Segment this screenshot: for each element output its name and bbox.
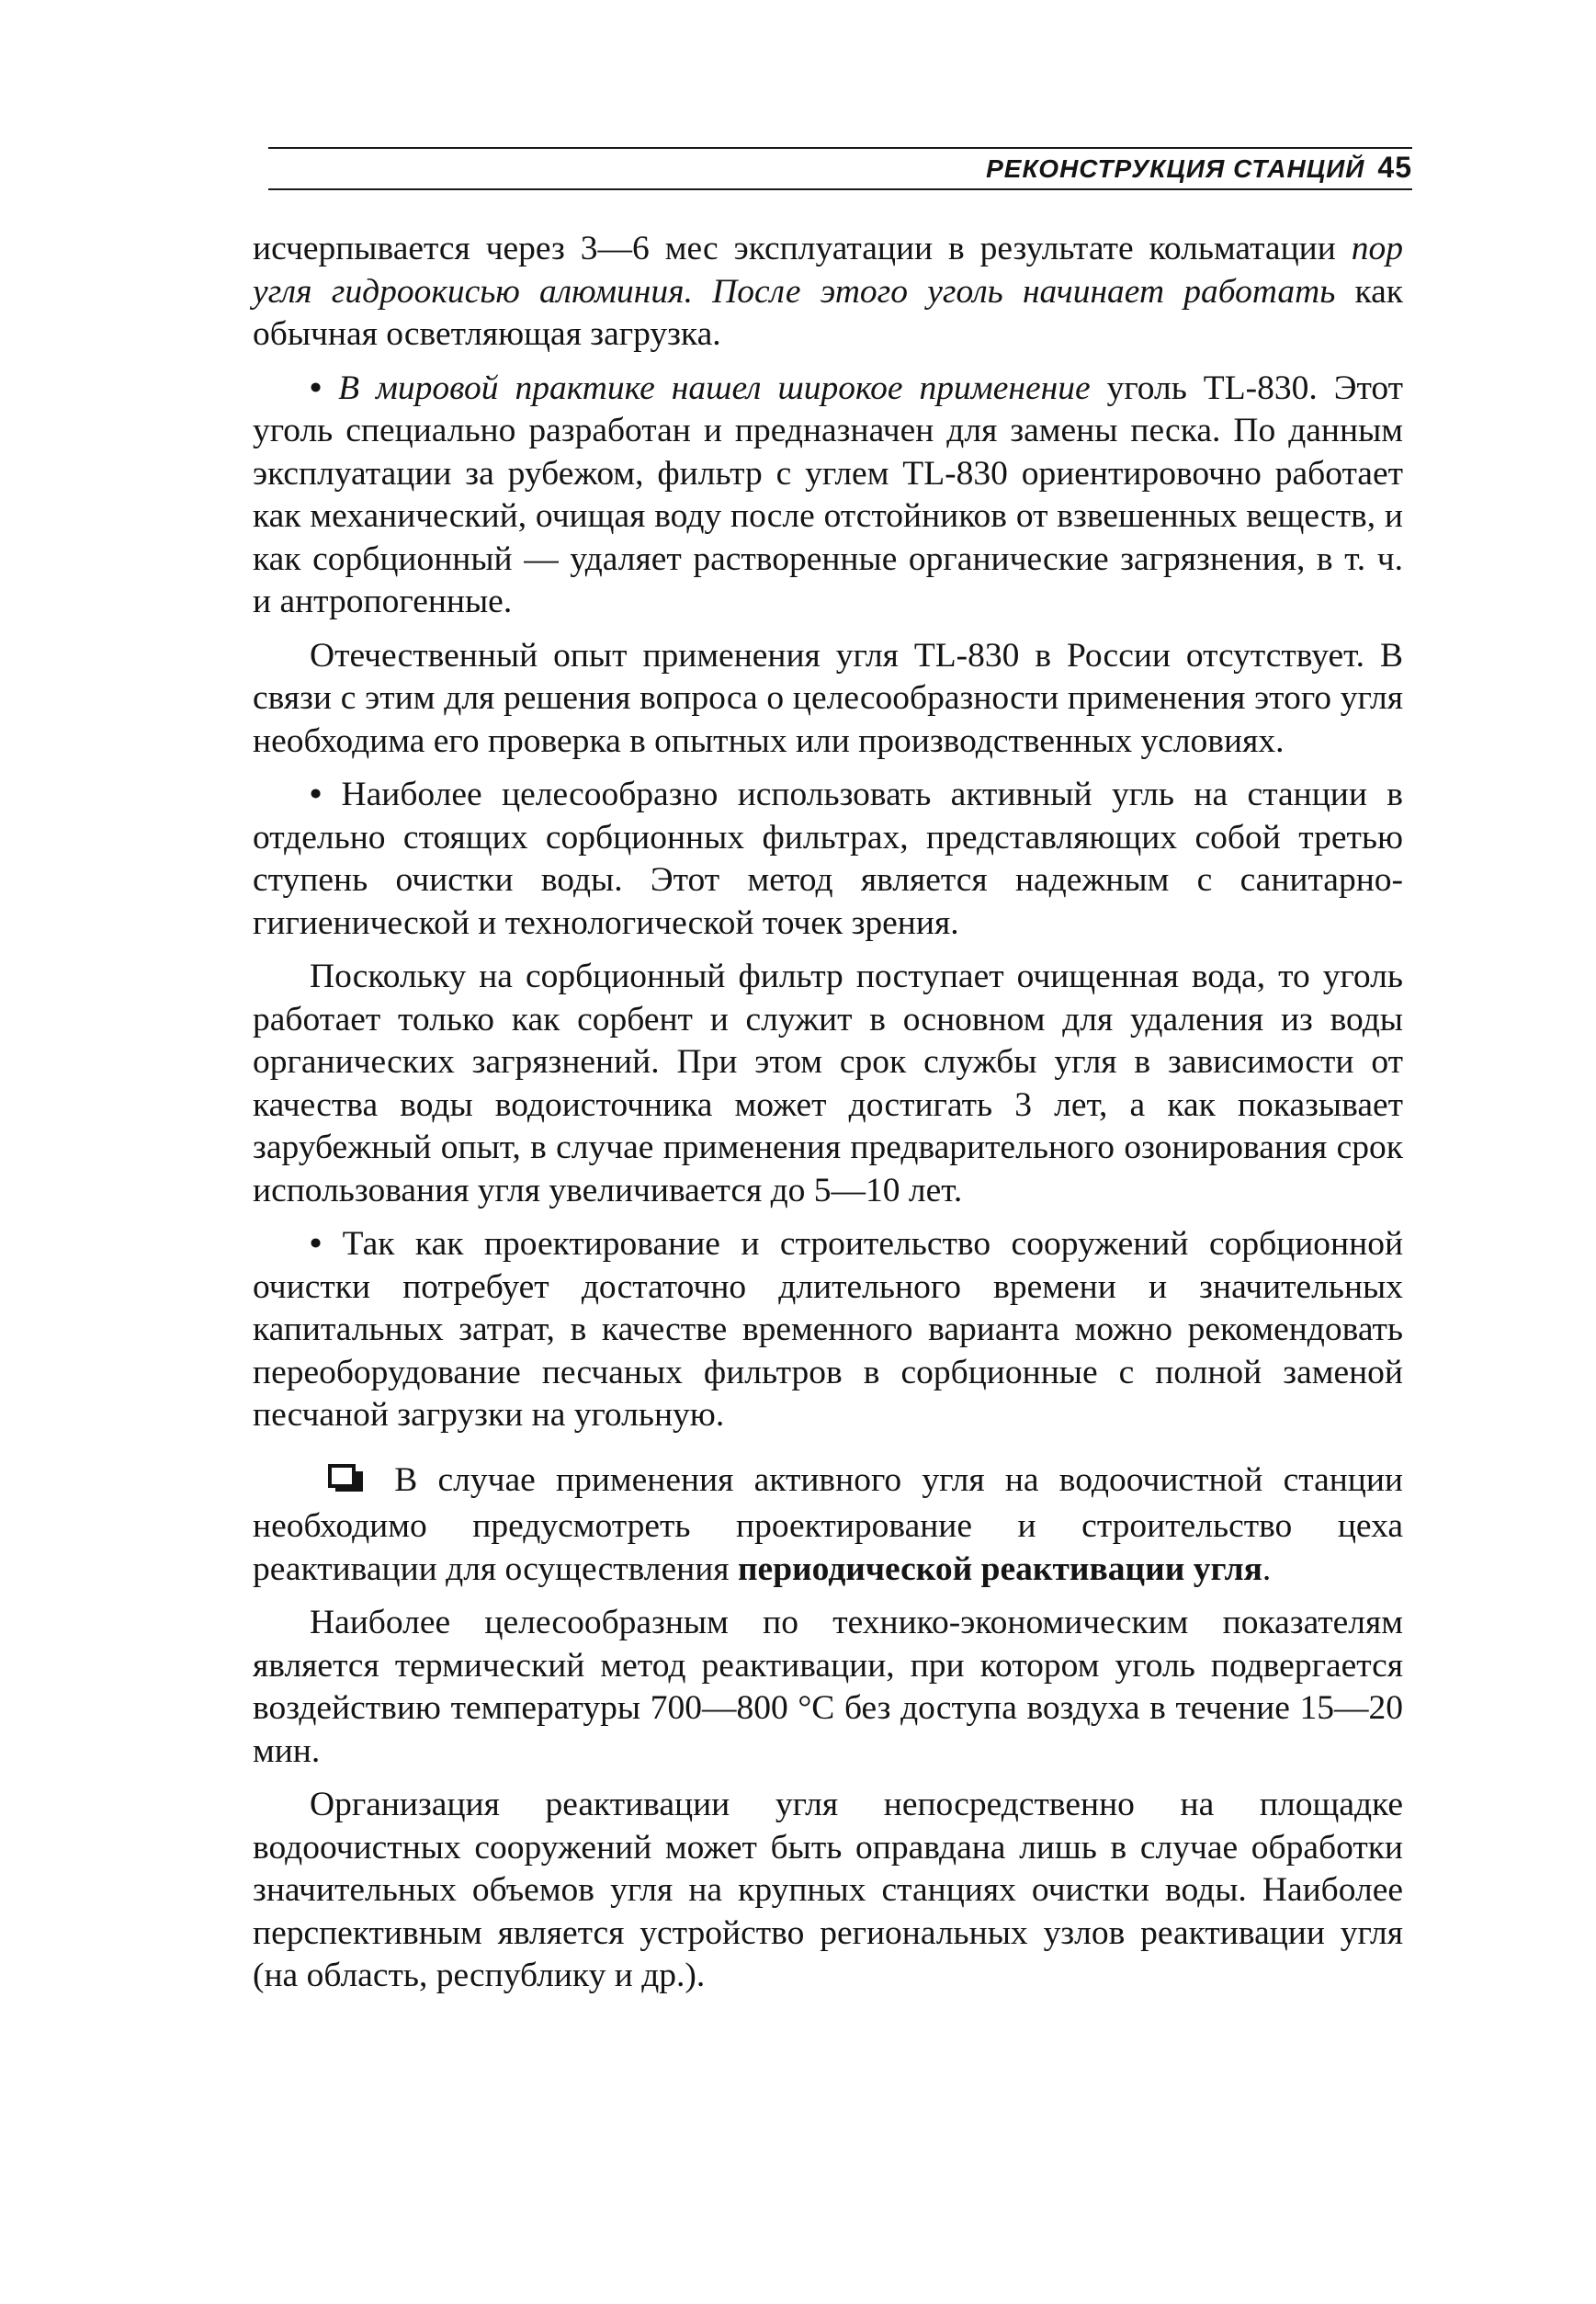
running-title: РЕКОНСТРУКЦИЯ СТАНЦИЙ <box>986 154 1365 183</box>
bullet: • <box>310 369 323 407</box>
paragraph-8: Наиболее целесообразным по технико-экономическим показателям является термический метод реактивации, при котором уголь подвергается воздействию температуры 700—800 °С без доступа воздуха в течение 15—20 мин. <box>253 1604 1403 1770</box>
bullet: • <box>310 776 323 813</box>
paragraph-2: • В мировой практике нашел широкое применение уголь TL-830. Этот уголь специально разработан и предназначен для замены песка. По данным эксплуатации за рубежом, фильтр с углем TL-830 ориентировочно работает как механический, очищая воду после отстойников от взвешенных веществ, и как сорбционный — удаляет растворенные органические загрязнения, в т. ч. и антропогенные. <box>253 369 1403 620</box>
page-number: 45 <box>1377 151 1412 184</box>
bullet: • <box>310 1225 323 1263</box>
header-bottom-rule <box>268 188 1412 190</box>
header-top-rule <box>268 147 1412 149</box>
running-header <box>986 151 1412 185</box>
paragraph-4: • Наиболее целесообразно использовать активный угль на станции в отдельно стоящих сорбционных фильтрах, представляющих собой третью ступень очистки воды. Этот метод является надежным с санитарно-гигиенической и технологической точек зрения. <box>253 776 1403 942</box>
page-body <box>253 228 1403 2009</box>
paragraph-5: Поскольку на сорбционный фильтр поступает очищенная вода, то уголь работает только как сорбент и служит в основном для удаления из воды органических загрязнений. При этом срок службы угля в зависимости от качества воды водоисточника может достигать 3 лет, а как показывает зарубежный опыт, в случае применения предварительного озонирования срок использования угля увеличивается до 5—10 лет. <box>253 958 1403 1209</box>
paragraph-7-note: В случае применения активного угля на водоочистной станции необходимо предусмотреть проектирование и строительство цеха реактивации для осуществления периодической реактивации угля. <box>253 1460 1403 1588</box>
paragraph-3: Отечественный опыт применения угля TL-830 в России отсутствует. В связи с этим для решения вопроса о целесообразности применения этого угля необходима его проверка в опытных или производственных условиях. <box>253 636 1403 760</box>
paragraph-9: Организация реактивации угля непосредственно на площадке водоочистных сооружений может быть оправдана лишь в случае обработки значительных объемов угля на крупных станциях очистки воды. Наиболее перспективным является устройство региональных узлов реактивации угля (на область, республику и др.). <box>253 1786 1403 1994</box>
paragraph-1: исчерпывается через 3—6 мес эксплуатации в результате кольматации пор угля гидроокисью алюминия. После этого уголь начинает работать как обычная осветляющая загрузка. <box>253 230 1403 353</box>
note-icon <box>328 1463 374 1506</box>
paragraph-6: • Так как проектирование и строительство сооружений сорбционной очистки потребует достаточно длительного времени и значительных капитальных затрат, в качестве временного варианта можно рекомендовать переоборудование песчаных фильтров в сорбционные с полной заменой песчаной загрузки на угольную. <box>253 1225 1404 1434</box>
